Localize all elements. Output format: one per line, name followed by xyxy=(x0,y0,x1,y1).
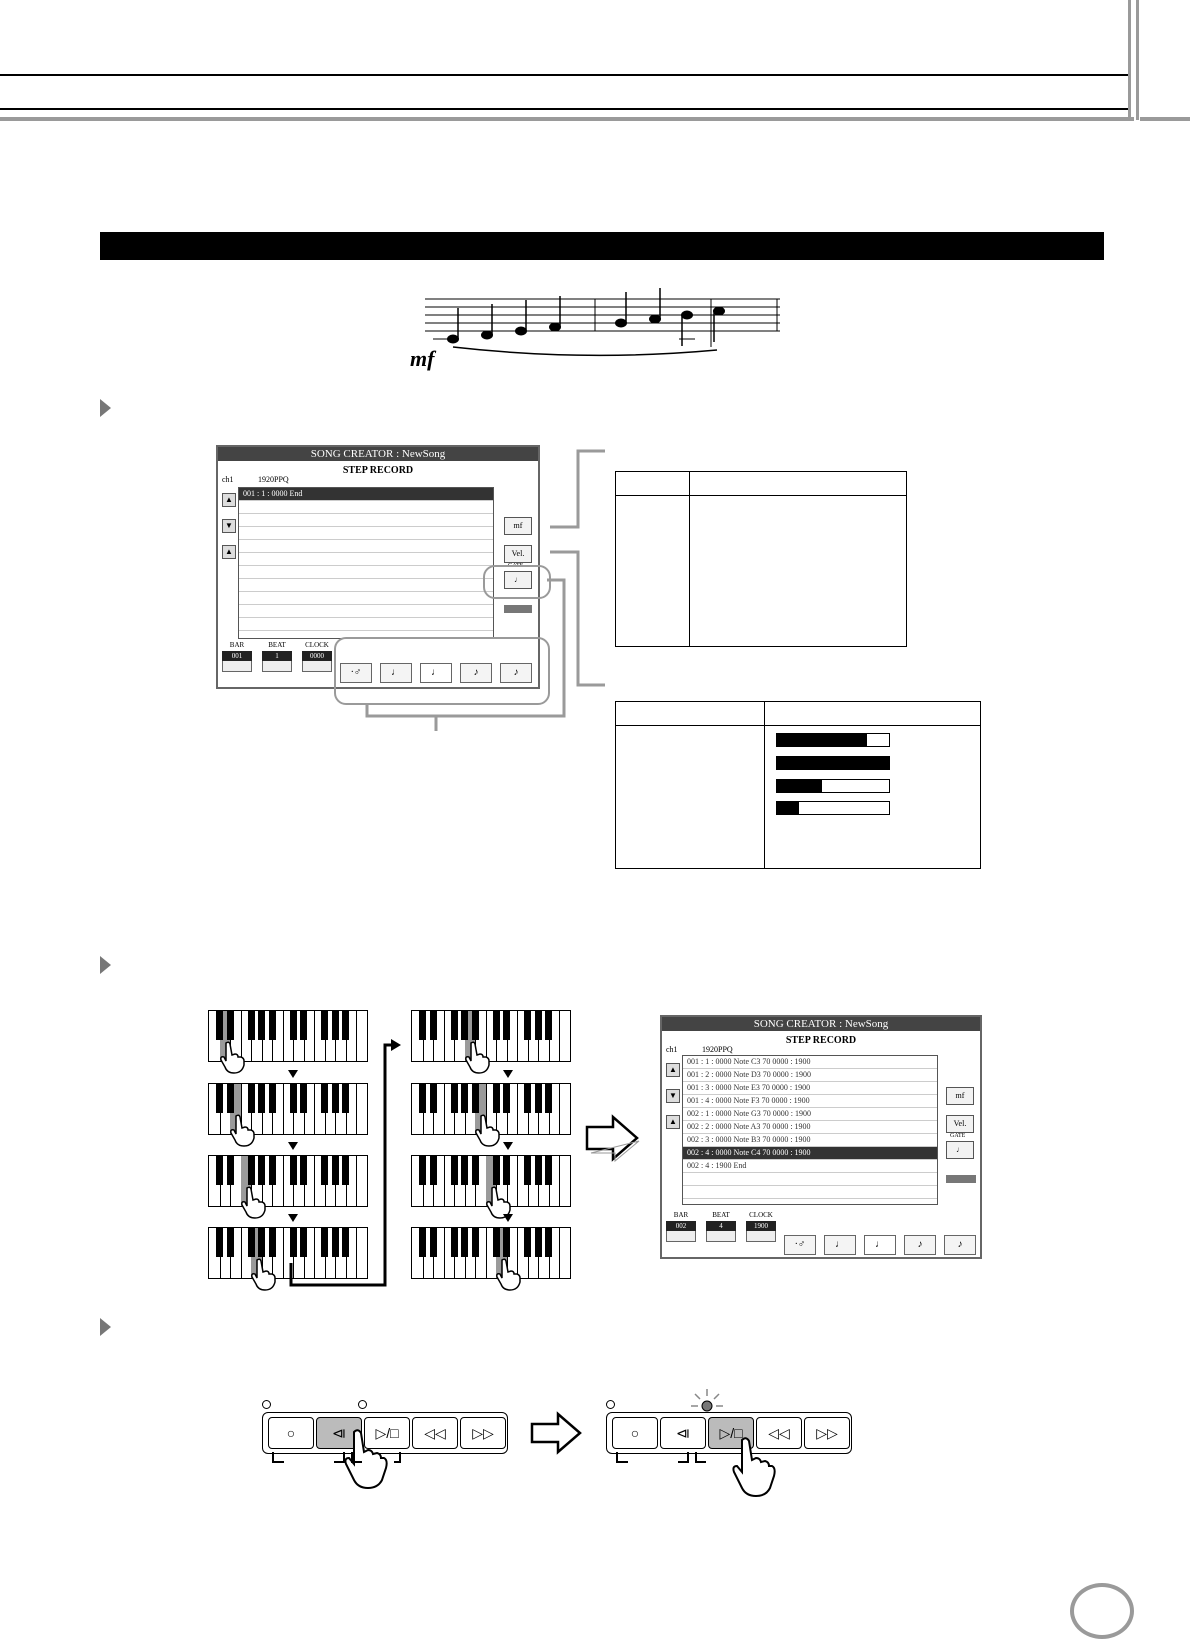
result-screen-title: SONG CREATOR : NewSong xyxy=(662,1017,980,1031)
note-length-button-5[interactable]: ♪ xyxy=(500,663,532,683)
gate-time-bar-fill xyxy=(777,780,822,792)
record-button[interactable]: ○ xyxy=(268,1417,314,1449)
result-beat-knob[interactable] xyxy=(706,1211,736,1241)
result-event-row[interactable]: 001 : 2 : 0000 Note D3 70 0000 : 1900 xyxy=(683,1069,937,1082)
black-key xyxy=(503,1084,510,1113)
header-rule-bottom xyxy=(0,117,1134,121)
result-clock-knob[interactable] xyxy=(746,1211,776,1241)
gate-time-bar-fill xyxy=(777,757,889,769)
result-clock-knob-label: CLOCK xyxy=(749,1211,773,1219)
black-key xyxy=(227,1156,234,1185)
step-marker-1 xyxy=(100,399,111,417)
play-lamp-lit-icon xyxy=(690,1388,724,1422)
header-side-bar-1 xyxy=(1128,0,1131,120)
black-key xyxy=(493,1084,500,1113)
finger-icon xyxy=(249,1258,279,1292)
result-ppq-label: 1920PPQ xyxy=(702,1045,733,1054)
gate-table-header-1 xyxy=(616,702,765,726)
beat-knob-value: 1 xyxy=(262,651,292,661)
result-screen-subtitle: STEP RECORD xyxy=(785,1035,857,1046)
black-key xyxy=(269,1228,276,1257)
black-key xyxy=(503,1228,510,1257)
black-key xyxy=(430,1228,437,1257)
black-key xyxy=(493,1228,500,1257)
gate-time-bar xyxy=(776,779,890,793)
result-gate-time-button[interactable]: ♩ xyxy=(946,1141,974,1159)
black-key xyxy=(430,1084,437,1113)
header-side-bar-2 xyxy=(1136,0,1139,120)
black-key xyxy=(258,1011,265,1040)
velocity-table-cell xyxy=(690,496,907,647)
result-note-length-button-4[interactable]: ♪ xyxy=(904,1235,936,1255)
gate-time-bar xyxy=(776,733,890,747)
step-marker-2 xyxy=(100,956,111,974)
record-indicator-icon xyxy=(262,1400,271,1409)
result-velocity-button[interactable]: mf xyxy=(946,1087,974,1105)
black-key xyxy=(461,1011,468,1040)
result-scroll-top-button[interactable]: ▲ xyxy=(666,1115,680,1129)
bracket-marks-left xyxy=(268,1450,408,1466)
knob-dial xyxy=(706,1231,736,1242)
beat-knob[interactable] xyxy=(262,641,292,671)
velocity-table-cell xyxy=(616,496,690,647)
black-key xyxy=(216,1011,223,1040)
bracket-marks-right xyxy=(612,1450,712,1466)
result-beat-knob-label: BEAT xyxy=(712,1211,730,1219)
finger-icon xyxy=(228,1114,258,1148)
black-key xyxy=(248,1084,255,1113)
pressing-hand-icon-after xyxy=(728,1436,778,1498)
black-key xyxy=(227,1011,234,1040)
black-key xyxy=(472,1156,479,1185)
velocity-table xyxy=(615,471,907,647)
black-key xyxy=(258,1084,265,1113)
result-event-list[interactable] xyxy=(682,1055,938,1205)
keyboard xyxy=(411,1083,571,1135)
black-key xyxy=(472,1084,479,1113)
black-key xyxy=(451,1228,458,1257)
result-arrow-icon xyxy=(583,1113,641,1163)
black-key xyxy=(269,1011,276,1040)
result-clock-knob-value: 1900 xyxy=(746,1221,776,1231)
finger-icon xyxy=(239,1186,269,1220)
black-key xyxy=(451,1156,458,1185)
black-key xyxy=(461,1156,468,1185)
result-event-row[interactable]: 002 : 3 : 0000 Note B3 70 0000 : 1900 xyxy=(683,1134,937,1147)
black-key xyxy=(535,1011,542,1040)
event-row[interactable]: 001 : 1 : 0000 End xyxy=(239,488,493,501)
header-rule-middle xyxy=(0,108,1128,110)
result-bar-knob[interactable] xyxy=(666,1211,696,1241)
velocity-table-header-1 xyxy=(616,472,690,496)
black-key xyxy=(493,1011,500,1040)
finger-icon xyxy=(494,1258,524,1292)
scroll-top-button[interactable]: ▲ xyxy=(222,545,236,559)
black-key xyxy=(545,1011,552,1040)
step-marker-3 xyxy=(100,1318,111,1336)
result-note-length-button-5[interactable]: ♪ xyxy=(944,1235,976,1255)
knob-dial xyxy=(222,661,252,672)
play-indicator-icon xyxy=(358,1400,367,1409)
result-note-length-button-1[interactable]: ·♂ xyxy=(784,1235,816,1255)
black-key xyxy=(524,1084,531,1113)
scroll-down-button[interactable]: ▼ xyxy=(222,519,236,533)
transport-arrow-icon xyxy=(528,1410,586,1456)
black-key xyxy=(524,1228,531,1257)
result-velocity-select-button[interactable]: Vel. xyxy=(946,1115,974,1133)
scroll-up-button[interactable]: ▲ xyxy=(222,493,236,507)
black-key xyxy=(451,1011,458,1040)
rewind-button[interactable]: ◁◁ xyxy=(412,1417,458,1449)
result-event-row[interactable]: 001 : 3 : 0000 Note E3 70 0000 : 1900 xyxy=(683,1082,937,1095)
note-length-button-3[interactable]: ♩ xyxy=(420,663,452,683)
white-key xyxy=(559,1011,571,1061)
bar-knob-label: BAR xyxy=(229,641,245,649)
screen-subtitle: STEP RECORD xyxy=(342,465,414,476)
top-button[interactable]: ⧏ xyxy=(316,1417,362,1449)
white-key xyxy=(559,1084,571,1134)
note-length-button-4[interactable]: ♪ xyxy=(460,663,492,683)
velocity-table-header-2 xyxy=(690,472,907,496)
black-key xyxy=(419,1228,426,1257)
result-event-row[interactable]: 001 : 1 : 0000 Note C3 70 0000 : 1900 xyxy=(683,1056,937,1069)
result-bar-knob-value: 002 xyxy=(666,1221,696,1231)
down-arrow xyxy=(503,1214,513,1222)
black-key xyxy=(430,1011,437,1040)
down-arrow xyxy=(503,1070,513,1078)
result-scroll-up-button[interactable]: ▲ xyxy=(666,1063,680,1077)
black-key xyxy=(248,1011,255,1040)
knob-dial xyxy=(746,1231,776,1242)
gate-time-bar-fill xyxy=(777,802,799,814)
keyboard xyxy=(411,1155,571,1207)
black-key xyxy=(472,1011,479,1040)
clock-knob-label: CLOCK xyxy=(305,641,329,649)
black-key xyxy=(227,1084,234,1113)
result-event-row[interactable]: 002 : 1 : 0000 Note G3 70 0000 : 1900 xyxy=(683,1108,937,1121)
black-key xyxy=(461,1228,468,1257)
dynamic-marking: mf xyxy=(410,346,435,371)
play-stop-button-after[interactable]: ▷/□ xyxy=(708,1417,754,1449)
white-key xyxy=(559,1156,571,1206)
black-key xyxy=(419,1084,426,1113)
result-note-length-button-3[interactable]: ♩ xyxy=(864,1235,896,1255)
fast-forward-button[interactable]: ▷▷ xyxy=(460,1417,506,1449)
record-button-after[interactable]: ○ xyxy=(612,1417,658,1449)
result-bar-knob-label: BAR xyxy=(673,1211,689,1219)
black-key xyxy=(472,1228,479,1257)
result-channel-label: ch1 xyxy=(666,1045,678,1054)
result-note-length-button-2[interactable]: ♩ xyxy=(824,1235,856,1255)
black-key xyxy=(269,1084,276,1113)
gate-time-bar xyxy=(776,756,890,770)
knob-dial xyxy=(666,1231,696,1242)
result-event-row[interactable]: 002 : 4 : 0000 Note C4 70 0000 : 1900 xyxy=(683,1147,937,1160)
section-title-bar xyxy=(100,232,1104,260)
black-key xyxy=(258,1156,265,1185)
velocity-button[interactable]: mf xyxy=(504,517,532,535)
result-event-row-empty xyxy=(683,1186,937,1199)
knob-dial xyxy=(302,661,332,672)
velocity-select-button[interactable]: Vel. xyxy=(504,545,532,563)
music-score xyxy=(405,284,790,374)
black-key xyxy=(493,1156,500,1185)
black-key xyxy=(419,1156,426,1185)
black-key xyxy=(430,1156,437,1185)
record-indicator-icon-after xyxy=(606,1400,615,1409)
knob-dial xyxy=(262,661,292,672)
black-key xyxy=(216,1228,223,1257)
gate-time-button[interactable]: ♩ xyxy=(504,571,532,589)
black-key xyxy=(461,1084,468,1113)
screen-title: SONG CREATOR : NewSong xyxy=(218,447,538,461)
fast-forward-button-after[interactable]: ▷▷ xyxy=(804,1417,850,1449)
finger-icon xyxy=(473,1114,503,1148)
callout-connectors xyxy=(360,445,620,735)
black-key xyxy=(419,1011,426,1040)
black-key xyxy=(216,1084,223,1113)
rewind-button-after[interactable]: ◁◁ xyxy=(756,1417,802,1449)
bar-knob-value: 001 xyxy=(222,651,252,661)
black-key xyxy=(545,1156,552,1185)
note-length-button-1[interactable]: ·♂ xyxy=(340,663,372,683)
result-gate-label: GATE xyxy=(950,1133,966,1139)
black-key xyxy=(545,1228,552,1257)
black-key xyxy=(535,1084,542,1113)
down-arrow xyxy=(503,1142,513,1150)
black-key xyxy=(227,1228,234,1257)
page-number-tab xyxy=(1070,1583,1134,1639)
play-stop-button[interactable]: ▷/□ xyxy=(364,1417,410,1449)
ppq-label: 1920PPQ xyxy=(258,475,289,484)
result-screen xyxy=(660,1015,982,1259)
result-scroll-down-button[interactable]: ▼ xyxy=(666,1089,680,1103)
black-key xyxy=(524,1011,531,1040)
black-key xyxy=(248,1228,255,1257)
black-key xyxy=(503,1156,510,1185)
gate-table-header-2 xyxy=(765,702,981,726)
black-key xyxy=(269,1156,276,1185)
black-key xyxy=(503,1011,510,1040)
result-event-row[interactable]: 002 : 2 : 0000 Note A3 70 0000 : 1900 xyxy=(683,1121,937,1134)
black-key xyxy=(451,1084,458,1113)
result-event-row[interactable]: 001 : 4 : 0000 Note F3 70 0000 : 1900 xyxy=(683,1095,937,1108)
keyboard-flow-arrow xyxy=(285,1035,405,1290)
gate-time-bar xyxy=(776,801,890,815)
black-key xyxy=(524,1156,531,1185)
gate-table-cell xyxy=(616,726,765,869)
black-key xyxy=(248,1156,255,1185)
gate-label: GATE xyxy=(508,563,524,569)
header-rule-top xyxy=(0,74,1128,76)
bar-knob[interactable] xyxy=(222,641,252,671)
beat-knob-label: BEAT xyxy=(268,641,286,649)
finger-icon xyxy=(218,1041,248,1075)
black-key xyxy=(535,1228,542,1257)
finger-icon xyxy=(463,1041,493,1075)
channel-label: ch1 xyxy=(222,475,234,484)
clock-knob-value: 0000 xyxy=(302,651,332,661)
black-key xyxy=(535,1156,542,1185)
clock-knob[interactable] xyxy=(302,641,332,671)
black-key xyxy=(545,1084,552,1113)
gate-time-bar-fill xyxy=(777,734,867,746)
note-length-button-2[interactable]: ♩ xyxy=(380,663,412,683)
white-key xyxy=(559,1228,571,1278)
keyboard xyxy=(411,1227,571,1279)
header-rule-bottom-right xyxy=(1140,117,1190,121)
black-key xyxy=(258,1228,265,1257)
result-gate-indicator xyxy=(946,1175,976,1183)
top-button-after[interactable]: ⧏ xyxy=(660,1417,706,1449)
result-event-row[interactable]: 002 : 4 : 1900 End xyxy=(683,1160,937,1173)
result-event-row-empty xyxy=(683,1173,937,1186)
black-key xyxy=(216,1156,223,1185)
keyboard xyxy=(411,1010,571,1062)
result-beat-knob-value: 4 xyxy=(706,1221,736,1231)
